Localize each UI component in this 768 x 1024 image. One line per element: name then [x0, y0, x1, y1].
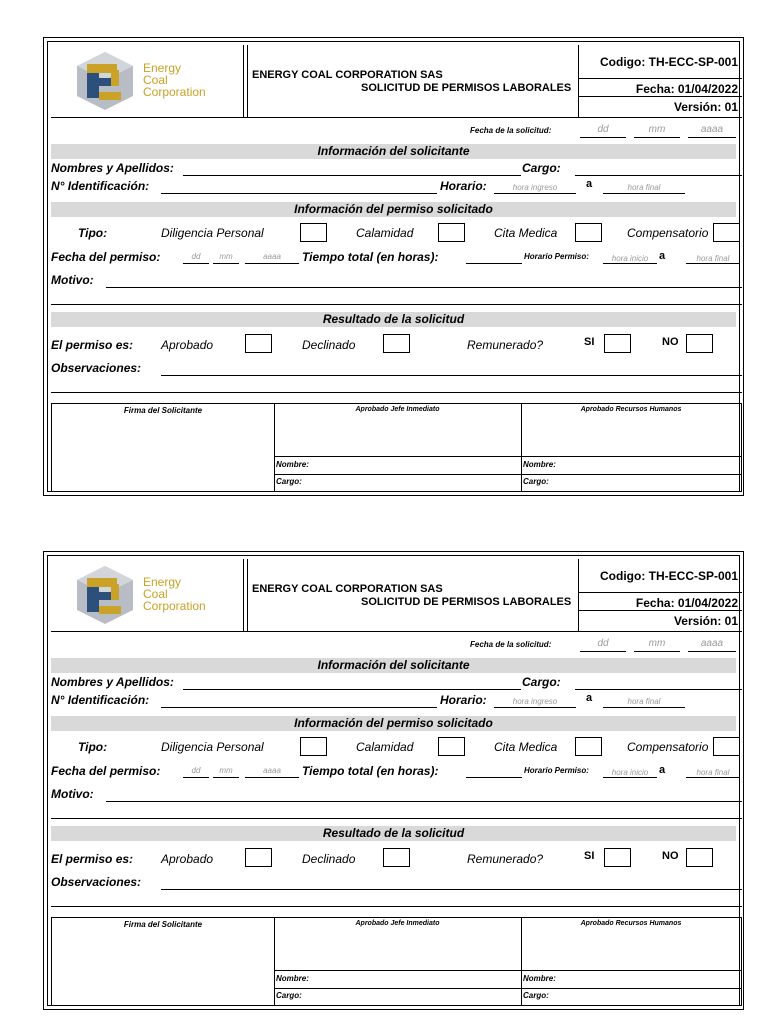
aprobado-label: Aprobado [161, 338, 214, 352]
cita-medica-checkbox[interactable] [575, 223, 602, 242]
aprobado-label: Aprobado [161, 852, 214, 866]
logo-line-2: Coal [143, 73, 168, 87]
cargo-jefe-label: Cargo: [276, 991, 302, 1000]
tipo-option-label: Cita Medica [494, 740, 558, 754]
tipo-label: Tipo: [78, 226, 108, 240]
a-label: a [659, 764, 666, 776]
cita-medica-checkbox[interactable] [575, 737, 602, 756]
no-label: NO [662, 850, 679, 862]
tipo-option-label: Calamidad [356, 226, 414, 240]
form-frame [47, 555, 740, 1006]
motivo-field[interactable] [106, 801, 742, 802]
permiso-date-day[interactable]: dd [191, 766, 201, 775]
motivo-field[interactable] [106, 287, 742, 288]
nombres-label: Nombres y Apellidos: [51, 675, 174, 689]
form-frame [47, 41, 740, 492]
logo-line-1: Energy [143, 61, 182, 75]
cargo-rrhh-label: Cargo: [523, 477, 549, 486]
fecha-permiso-label: Fecha del permiso: [51, 250, 161, 264]
aprobado-jefe-label: Aprobado Jefe Inmediato [355, 406, 440, 413]
permit-form [43, 37, 744, 496]
nombre-rrhh-label: Nombre: [523, 460, 556, 469]
diligencia-checkbox[interactable] [300, 737, 327, 756]
si-label: SI [584, 850, 595, 862]
cargo-jefe-label: Cargo: [276, 477, 302, 486]
no-checkbox[interactable] [686, 334, 713, 353]
aprobado-checkbox[interactable] [245, 848, 272, 867]
form-title: SOLICITUD DE PERMISOS LABORALES [361, 82, 572, 94]
request-date-month[interactable]: mm [648, 638, 666, 649]
request-date-year[interactable]: aaaa [700, 638, 724, 649]
nombre-jefe-label: Nombre: [276, 974, 309, 983]
nombre-rrhh-label: Nombre: [523, 974, 556, 983]
no-label: NO [662, 336, 679, 348]
permiso-date-month[interactable]: mm [219, 252, 233, 261]
tiempo-total-field[interactable] [466, 263, 522, 264]
observaciones-label: Observaciones: [51, 361, 142, 375]
calamidad-checkbox[interactable] [438, 737, 465, 756]
fecha-permiso-label: Fecha del permiso: [51, 764, 161, 778]
document-date: Fecha: 01/04/2022 [635, 596, 738, 610]
cargo-rrhh-label: Cargo: [523, 991, 549, 1000]
request-date-day[interactable]: dd [597, 124, 609, 135]
form-title: SOLICITUD DE PERMISOS LABORALES [361, 596, 572, 608]
motivo-field-line-2[interactable] [51, 818, 742, 819]
firma-solicitante-label: Firma del Solicitante [123, 406, 203, 415]
permiso-date-year[interactable]: aaaa [263, 766, 281, 775]
section-permiso: Información del permiso solicitado [51, 202, 736, 217]
hora-inicio-field[interactable]: hora inicio [611, 768, 649, 777]
document-date: Fecha: 01/04/2022 [635, 82, 738, 96]
nombres-label: Nombres y Apellidos: [51, 161, 174, 175]
si-checkbox[interactable] [604, 334, 631, 353]
declinado-label: Declinado [302, 338, 356, 352]
request-date-month[interactable]: mm [648, 124, 666, 135]
declinado-label: Declinado [302, 852, 356, 866]
tipo-option-label: Compensatorio [627, 226, 709, 240]
diligencia-checkbox[interactable] [300, 223, 327, 242]
hora-inicio-field[interactable]: hora inicio [611, 254, 649, 263]
company-name: ENERGY COAL CORPORATION SAS [252, 69, 443, 81]
request-date-label: Fecha de la solicitud: [470, 640, 552, 649]
a-label: a [659, 250, 666, 262]
energy-coal-cube-logo-icon [73, 50, 137, 112]
section-solicitante: Información del solicitante [51, 658, 736, 673]
horario-permiso-label: Horario Permiso: [524, 766, 589, 775]
permiso-date-month[interactable]: mm [219, 766, 233, 775]
document-code: Codigo: TH-ECC-SP-001 [600, 55, 738, 69]
tiempo-total-label: Tiempo total (en horas): [302, 250, 439, 264]
nombres-field[interactable] [183, 175, 521, 176]
request-date-day[interactable]: dd [597, 638, 609, 649]
section-permiso: Información del permiso solicitado [51, 716, 736, 731]
request-date-year[interactable]: aaaa [700, 124, 724, 135]
hora-final-permiso-field[interactable]: hora final [696, 254, 730, 263]
identificacion-label: N° Identificación: [51, 693, 150, 707]
a-label: a [586, 178, 593, 190]
aprobado-rrhh-label: Aprobado Recursos Humanos [580, 920, 682, 927]
tipo-option-label: Diligencia Personal [161, 226, 264, 240]
form-header [51, 45, 742, 118]
identificacion-field[interactable] [161, 707, 437, 708]
tipo-option-label: Cita Medica [494, 226, 558, 240]
remunerado-label: Remunerado? [467, 852, 544, 866]
no-checkbox[interactable] [686, 848, 713, 867]
si-label: SI [584, 336, 595, 348]
permit-form [43, 551, 744, 1010]
permiso-es-label: El permiso es: [51, 338, 134, 352]
company-name: ENERGY COAL CORPORATION SAS [252, 583, 443, 595]
calamidad-checkbox[interactable] [438, 223, 465, 242]
observaciones-field-line-2[interactable] [51, 392, 742, 393]
energy-coal-cube-logo-icon [73, 564, 137, 626]
aprobado-rrhh-label: Aprobado Recursos Humanos [580, 406, 682, 413]
logo-line-3: Corporation [143, 599, 206, 613]
motivo-field-line-2[interactable] [51, 304, 742, 305]
section-resultado: Resultado de la solicitud [51, 826, 736, 841]
motivo-label: Motivo: [51, 787, 94, 801]
permiso-date-year[interactable]: aaaa [263, 252, 281, 261]
logo-line-2: Coal [143, 587, 168, 601]
remunerado-label: Remunerado? [467, 338, 544, 352]
tipo-option-label: Compensatorio [627, 740, 709, 754]
hora-final-permiso-field[interactable]: hora final [696, 768, 730, 777]
hora-final-field[interactable]: hora final [627, 697, 661, 706]
declinado-checkbox[interactable] [383, 334, 410, 353]
observaciones-label: Observaciones: [51, 875, 142, 889]
permiso-date-day[interactable]: dd [191, 252, 201, 261]
cargo-label: Cargo: [522, 161, 561, 175]
hora-ingreso-field[interactable]: hora ingreso [512, 183, 558, 192]
aprobado-checkbox[interactable] [245, 334, 272, 353]
observaciones-field-line-2[interactable] [51, 906, 742, 907]
tipo-label: Tipo: [78, 740, 108, 754]
tiempo-total-label: Tiempo total (en horas): [302, 764, 439, 778]
tipo-option-label: Calamidad [356, 740, 414, 754]
cargo-label: Cargo: [522, 675, 561, 689]
request-date-label: Fecha de la solicitud: [470, 126, 552, 135]
identificacion-label: N° Identificación: [51, 179, 150, 193]
nombres-field[interactable] [183, 689, 521, 690]
logo-line-1: Energy [143, 575, 182, 589]
horario-label: Horario: [440, 693, 487, 707]
signature-table [51, 403, 742, 492]
document-version: Versión: 01 [673, 100, 738, 114]
horario-permiso-label: Horario Permiso: [524, 252, 589, 261]
permiso-es-label: El permiso es: [51, 852, 134, 866]
cargo-field[interactable] [575, 175, 742, 176]
document-version: Versión: 01 [673, 614, 738, 628]
company-logo [73, 50, 223, 112]
observaciones-field[interactable] [161, 889, 742, 890]
firma-solicitante-label: Firma del Solicitante [123, 920, 203, 929]
hora-ingreso-field[interactable]: hora ingreso [512, 697, 558, 706]
declinado-checkbox[interactable] [383, 848, 410, 867]
compensatorio-checkbox[interactable] [713, 737, 740, 756]
compensatorio-checkbox[interactable] [713, 223, 740, 242]
hora-final-field[interactable]: hora final [627, 183, 661, 192]
form-header [51, 559, 742, 632]
observaciones-field[interactable] [161, 375, 742, 376]
section-solicitante: Información del solicitante [51, 144, 736, 159]
cargo-field[interactable] [575, 689, 742, 690]
tipo-option-label: Diligencia Personal [161, 740, 264, 754]
section-resultado: Resultado de la solicitud [51, 312, 736, 327]
a-label: a [586, 692, 593, 704]
company-logo [73, 564, 223, 626]
si-checkbox[interactable] [604, 848, 631, 867]
logo-line-3: Corporation [143, 85, 206, 99]
aprobado-jefe-label: Aprobado Jefe Inmediato [355, 920, 440, 927]
motivo-label: Motivo: [51, 273, 94, 287]
nombre-jefe-label: Nombre: [276, 460, 309, 469]
tiempo-total-field[interactable] [466, 777, 522, 778]
document-code: Codigo: TH-ECC-SP-001 [600, 569, 738, 583]
horario-label: Horario: [440, 179, 487, 193]
identificacion-field[interactable] [161, 193, 437, 194]
signature-table [51, 917, 742, 1006]
